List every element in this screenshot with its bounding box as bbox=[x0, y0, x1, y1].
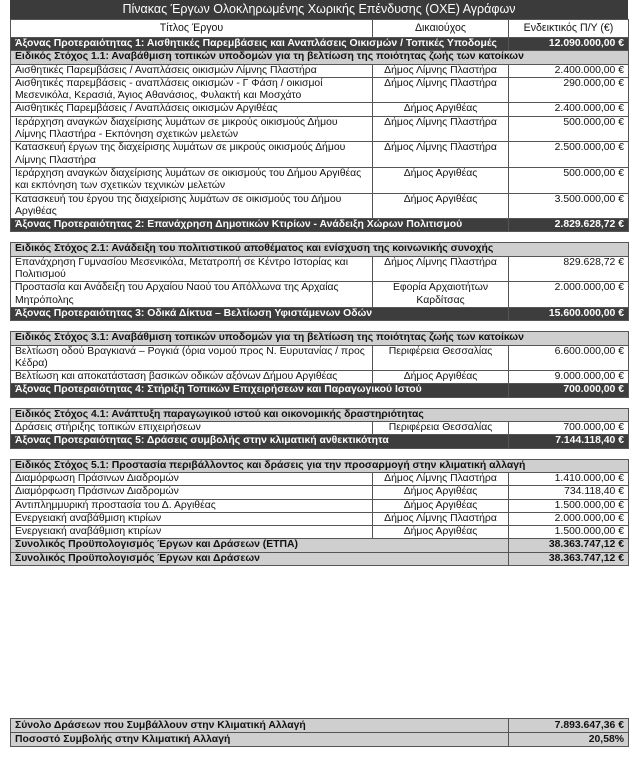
project-title: Δράσεις στήριξης τοπικών επιχειρήσεων bbox=[11, 422, 373, 435]
axis-budget: 700.000,00 € bbox=[509, 384, 629, 397]
spacer-row bbox=[11, 448, 629, 459]
project-beneficiary: Δήμος Αργιθέας bbox=[373, 499, 509, 512]
priority-axis-row bbox=[11, 384, 629, 397]
project-beneficiary: Περιφέρεια Θεσσαλίας bbox=[373, 345, 509, 371]
project-row bbox=[11, 371, 629, 384]
axis-title: Άξονας Προτεραιότητας 4: Στήριξη Τοπικών Επιχειρήσεων και Παραγωγικού Ιστού bbox=[11, 384, 509, 397]
priority-axis-row bbox=[11, 38, 629, 51]
table-header-row bbox=[11, 20, 629, 38]
project-beneficiary: Δήμος Αργιθέας bbox=[373, 486, 509, 499]
climate-contribution-row bbox=[11, 719, 629, 733]
project-budget: 2.500.000,00 € bbox=[509, 142, 629, 168]
spacer-row bbox=[11, 232, 629, 243]
axis-title: Άξονας Προτεραιότητας 5: Δράσεις συμβολής στην κλιματική ανθεκτικότητα bbox=[11, 435, 509, 448]
climate-percentage-label: Ποσοστό Συμβολής στην Κλιματική Αλλαγή bbox=[11, 733, 509, 747]
specific-objective-row bbox=[11, 332, 629, 345]
project-beneficiary: Δήμος Λίμνης Πλαστήρα bbox=[373, 256, 509, 282]
project-title: Κατασκευή του έργου της διαχείρισης λυμάτων σε οικισμούς του Δήμου Αργιθέας bbox=[11, 193, 373, 219]
axis-budget: 12.090.000,00 € bbox=[509, 38, 629, 51]
project-row bbox=[11, 512, 629, 525]
axis-title: Άξονας Προτεραιότητας 3: Οδικά Δίκτυα – Βελτίωση Υφιστάμενων Οδών bbox=[11, 307, 509, 320]
axis-budget: 2.829.628,72 € bbox=[509, 219, 629, 232]
project-budget: 500.000,00 € bbox=[509, 167, 629, 193]
project-beneficiary: Δήμος Αργιθέας bbox=[373, 526, 509, 539]
priority-axis-row bbox=[11, 219, 629, 232]
spacer-row bbox=[11, 397, 629, 408]
priority-axis-row bbox=[11, 307, 629, 320]
project-beneficiary: Δήμος Λίμνης Πλαστήρα bbox=[373, 142, 509, 168]
project-row bbox=[11, 486, 629, 499]
axis-title: Άξονας Προτεραιότητας 1: Αισθητικές Παρεμβάσεις και Αναπλάσεις Οικισμών / Τοπικές Υποδομές bbox=[11, 38, 509, 51]
climate-percentage-value: 20,58% bbox=[509, 733, 629, 747]
header-budget: Ενδεικτικός Π/Υ (€) bbox=[509, 20, 629, 38]
project-budget: 2.400.000,00 € bbox=[509, 103, 629, 116]
project-budget: 2.000.000,00 € bbox=[509, 512, 629, 525]
project-title: Ενεργειακή αναβάθμιση κτιρίων bbox=[11, 526, 373, 539]
project-title: Επανάχρηση Γυμνασίου Μεσενικόλα, Μετατροπή σε Κέντρο Ιστορίας και Πολιτισμού bbox=[11, 256, 373, 282]
project-budget: 6.600.000,00 € bbox=[509, 345, 629, 371]
project-row bbox=[11, 472, 629, 485]
project-beneficiary: Δήμος Αργιθέας bbox=[373, 103, 509, 116]
spacer-cell bbox=[11, 232, 629, 243]
project-budget: 829.628,72 € bbox=[509, 256, 629, 282]
project-row bbox=[11, 77, 629, 103]
spacer-cell bbox=[11, 397, 629, 408]
project-beneficiary: Δήμος Λίμνης Πλαστήρα bbox=[373, 64, 509, 77]
climate-summary-table bbox=[10, 718, 629, 747]
objective-title: Ειδικός Στόχος 5.1: Προστασία περιβάλλοντος και δράσεις για την προσαρμογή στην κλιματική αλλαγή bbox=[11, 459, 629, 472]
project-beneficiary: Δήμος Λίμνης Πλαστήρα bbox=[373, 116, 509, 142]
project-budget: 290.000,00 € bbox=[509, 77, 629, 103]
project-row bbox=[11, 103, 629, 116]
project-row bbox=[11, 345, 629, 371]
project-row bbox=[11, 167, 629, 193]
project-row bbox=[11, 499, 629, 512]
project-budget: 1.410.000,00 € bbox=[509, 472, 629, 485]
project-title: Ιεράρχηση αναγκών διαχείρισης λυμάτων σε μικρούς οικισμούς Δήμου Λίμνης Πλαστήρα - Εκπόνηση σχετικών μελετών bbox=[11, 116, 373, 142]
specific-objective-row bbox=[11, 459, 629, 472]
project-budget: 9.000.000,00 € bbox=[509, 371, 629, 384]
objective-title: Ειδικός Στόχος 3.1: Αναβάθμιση τοπικών υποδομών για τη βελτίωση της ποιότητας ζωής των κατοίκων bbox=[11, 332, 629, 345]
document-title: Πίνακας Έργων Ολοκληρωμένης Χωρικής Επένδυσης (ΟΧΕ) Αγράφων bbox=[10, 0, 628, 19]
project-title: Βελτίωση και αποκατάσταση βασικών οδικών αξόνων Δήμου Αργιθέας bbox=[11, 371, 373, 384]
header-title: Τίτλος Έργου bbox=[11, 20, 373, 38]
project-budget: 2.000.000,00 € bbox=[509, 282, 629, 308]
project-row bbox=[11, 256, 629, 282]
project-row bbox=[11, 193, 629, 219]
specific-objective-row bbox=[11, 243, 629, 256]
specific-objective-row bbox=[11, 408, 629, 421]
project-row bbox=[11, 422, 629, 435]
project-title: Αισθητικές Παρεμβάσεις / Αναπλάσεις οικισμών Αργιθέας bbox=[11, 103, 373, 116]
project-row bbox=[11, 282, 629, 308]
project-budget: 3.500.000,00 € bbox=[509, 193, 629, 219]
total-label: Συνολικός Προϋπολογισμός Έργων και Δράσεων bbox=[11, 552, 509, 565]
project-title: Αισθητικές Παρεμβάσεις / Αναπλάσεις οικισμών Λίμνης Πλαστήρα bbox=[11, 64, 373, 77]
project-beneficiary: Δήμος Λίμνης Πλαστήρα bbox=[373, 472, 509, 485]
project-title: Αντιπλημμυρική προστασία του Δ. Αργιθέας bbox=[11, 499, 373, 512]
project-beneficiary: Δήμος Λίμνης Πλαστήρα bbox=[373, 77, 509, 103]
projects-table bbox=[10, 19, 629, 566]
objective-title: Ειδικός Στόχος 4.1: Ανάπτυξη παραγωγικού ιστού και οικονομικής δραστηριότητας bbox=[11, 408, 629, 421]
project-title: Κατασκευή έργων της διαχείρισης λυμάτων σε μικρούς οικισμούς Δήμου Λίμνης Πλαστήρα bbox=[11, 142, 373, 168]
project-title: Διαμόρφωση Πράσινων Διαδρομών bbox=[11, 472, 373, 485]
project-beneficiary: Δήμος Αργιθέας bbox=[373, 193, 509, 219]
project-row bbox=[11, 116, 629, 142]
project-title: Διαμόρφωση Πράσινων Διαδρομών bbox=[11, 486, 373, 499]
climate-contribution-amount: 7.893.647,36 € bbox=[509, 719, 629, 733]
axis-budget: 15.600.000,00 € bbox=[509, 307, 629, 320]
spacer-cell bbox=[11, 448, 629, 459]
total-budget-row bbox=[11, 539, 629, 552]
objective-title: Ειδικός Στόχος 2.1: Ανάδειξη του πολιτιστικού αποθέματος και ενίσχυση της κοινωνικής συνοχής bbox=[11, 243, 629, 256]
specific-objective-row bbox=[11, 51, 629, 64]
project-budget: 1.500.000,00 € bbox=[509, 499, 629, 512]
objective-title: Ειδικός Στόχος 1.1: Αναβάθμιση τοπικών υποδομών για τη βελτίωση της ποιότητας ζωής των κατοίκων bbox=[11, 51, 629, 64]
total-amount: 38.363.747,12 € bbox=[509, 539, 629, 552]
project-budget: 500.000,00 € bbox=[509, 116, 629, 142]
total-budget-row bbox=[11, 552, 629, 565]
axis-budget: 7.144.118,40 € bbox=[509, 435, 629, 448]
project-title: Ενεργειακή αναβάθμιση κτιρίων bbox=[11, 512, 373, 525]
spacer-cell bbox=[11, 321, 629, 332]
project-beneficiary: Δήμος Αργιθέας bbox=[373, 371, 509, 384]
project-budget: 700.000,00 € bbox=[509, 422, 629, 435]
project-title: Ιεράρχηση αναγκών διαχείρισης λυμάτων σε οικισμούς του Δήμου Αργιθέας και εκπόνηση των σχετικών τεχνικών μελετών bbox=[11, 167, 373, 193]
project-beneficiary: Δήμος Λίμνης Πλαστήρα bbox=[373, 512, 509, 525]
project-beneficiary: Περιφέρεια Θεσσαλίας bbox=[373, 422, 509, 435]
header-beneficiary: Δικαιούχος bbox=[373, 20, 509, 38]
project-budget: 734.118,40 € bbox=[509, 486, 629, 499]
total-amount: 38.363.747,12 € bbox=[509, 552, 629, 565]
spacer-row bbox=[11, 321, 629, 332]
project-title: Προστασία και Ανάδειξη του Αρχαίου Ναού του Απόλλωνα της Αρχαίας Μητρόπολης bbox=[11, 282, 373, 308]
total-label: Συνολικός Προϋπολογισμός Έργων και Δράσεων (ΕΤΠΑ) bbox=[11, 539, 509, 552]
priority-axis-row bbox=[11, 435, 629, 448]
axis-title: Άξονας Προτεραιότητας 2: Επανάχρηση Δημοτικών Κτιρίων - Ανάδειξη Χώρων Πολιτισμού bbox=[11, 219, 509, 232]
project-row bbox=[11, 142, 629, 168]
project-row bbox=[11, 64, 629, 77]
project-beneficiary: Δήμος Αργιθέας bbox=[373, 167, 509, 193]
climate-percentage-row bbox=[11, 733, 629, 747]
project-title: Βελτίωση οδού Βραγκιανά – Ρογκιά (όρια νομού προς Ν. Ευρυτανίας / προς Κέδρα) bbox=[11, 345, 373, 371]
project-budget: 1.500.000,00 € bbox=[509, 526, 629, 539]
project-row bbox=[11, 526, 629, 539]
project-beneficiary: Εφορία Αρχαιοτήτων Καρδίτσας bbox=[373, 282, 509, 308]
climate-contribution-label: Σύνολο Δράσεων που Συμβάλλουν στην Κλιματική Αλλαγή bbox=[11, 719, 509, 733]
project-budget: 2.400.000,00 € bbox=[509, 64, 629, 77]
project-title: Αισθητικές παρεμβάσεις - αναπλάσεις οικισμών - Γ Φάση / οικισμοί Μεσενικόλα, Κερασιά, Άγιος Αθανάσιος, Φυλακτή και Μοσχάτο bbox=[11, 77, 373, 103]
